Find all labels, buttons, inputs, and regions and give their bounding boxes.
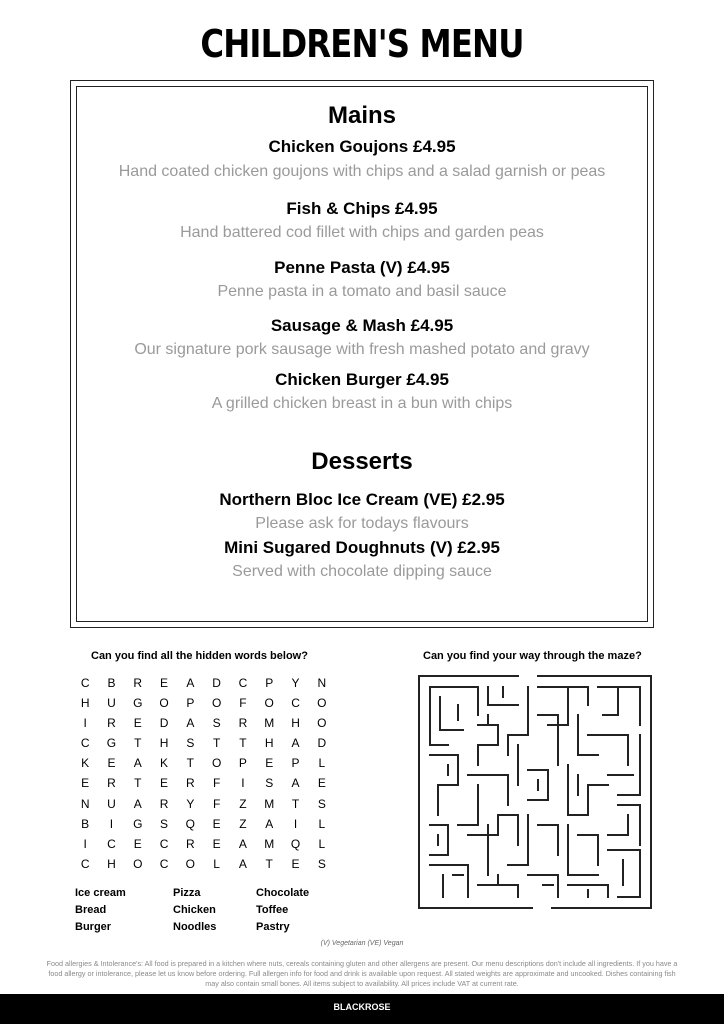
wordsearch-letter: O <box>133 856 143 871</box>
wordsearch-letter: A <box>238 856 247 871</box>
wordsearch-letter: I <box>293 816 298 831</box>
wordsearch-letter: C <box>159 836 169 851</box>
wordsearch-row <box>72 696 335 716</box>
wordsearch-question: Can you find all the hidden words below? <box>91 650 308 662</box>
wordsearch-letter: O <box>317 696 327 711</box>
wordsearch-letter: B <box>81 816 90 831</box>
wordsearch-letter: A <box>186 676 195 690</box>
wordsearch-letter: Y <box>291 676 300 690</box>
word-item: Bread <box>75 904 107 916</box>
word-item: Toffee <box>256 904 289 916</box>
wordsearch-letter: A <box>133 796 142 811</box>
wordsearch-letter: H <box>291 716 300 731</box>
wordsearch-letter: G <box>133 696 143 711</box>
wordsearch-row <box>72 817 335 837</box>
wordsearch-letter: U <box>107 696 116 711</box>
dessert-item-desc: Served with chocolate dipping sauce <box>232 563 492 580</box>
wordsearch-letter: C <box>159 856 169 871</box>
word-item: Ice cream <box>75 887 126 899</box>
wordsearch-letter: T <box>186 756 194 771</box>
wordsearch-letter: E <box>160 776 169 791</box>
word-item: Pizza <box>173 887 201 899</box>
wordsearch-letter: R <box>107 776 116 791</box>
wordsearch-letter: A <box>133 756 142 771</box>
wordsearch-letter: E <box>317 776 326 791</box>
main-item-desc: Our signature pork sausage with fresh mashed potato and gravy <box>134 341 590 358</box>
wordsearch-letter: G <box>106 736 117 751</box>
brand-footer: BLACKROSE <box>0 994 724 1024</box>
desserts-heading: Desserts <box>311 448 413 475</box>
main-item-desc: Hand battered cod fillet with chips and garden peas <box>180 224 544 241</box>
wordsearch-letter: I <box>109 816 114 831</box>
wordsearch-letter: C <box>80 856 90 871</box>
word-item: Pastry <box>256 921 290 933</box>
main-item-name: Fish & Chips £4.95 <box>286 199 438 218</box>
word-list-col1 <box>75 885 126 936</box>
wordsearch-row <box>72 676 335 696</box>
main-item-name: Sausage & Mash £4.95 <box>270 316 454 335</box>
wordsearch-letter: T <box>291 796 300 811</box>
wordsearch-letter: A <box>265 816 274 831</box>
wordsearch-letter: O <box>211 756 222 771</box>
allergy-line: food allergy or intolerance, please let us know before ordering. Full allergen info for food and drink is available upon request. All stated weights are approximate and uncooked. Dishes containing fish <box>48 969 676 978</box>
wordsearch-letter: T <box>239 736 247 751</box>
wordsearch-letter: L <box>318 756 326 771</box>
wordsearch-letter: P <box>238 756 247 771</box>
wordsearch-letter: E <box>212 836 221 851</box>
wordsearch-letter: E <box>133 836 142 851</box>
wordsearch-letter: R <box>107 716 116 731</box>
wordsearch-letter: L <box>213 856 220 871</box>
allergy-line: may also contain small bones. All items subject to availability. All prices include VAT at current rate. <box>205 979 519 988</box>
wordsearch-letter: A <box>291 736 300 751</box>
wordsearch-row <box>72 837 335 857</box>
allergy-line: Food allergies & Intolerance's: All food is prepared in a kitchen where nuts, cereals containing gluten and other allergens are present. Our menu descriptions don't include all ingredients. If you have a <box>46 959 678 968</box>
wordsearch-letter: D <box>212 676 221 690</box>
wordsearch-letter: I <box>83 836 87 851</box>
word-item: Burger <box>75 921 112 933</box>
wordsearch-letter: Q <box>290 836 301 851</box>
mains-heading: Mains <box>327 102 396 129</box>
word-list-col2 <box>173 885 216 936</box>
diet-legend: (V) Vegetarian (VE) Vegan <box>320 940 404 947</box>
wordsearch-letter: R <box>186 836 195 851</box>
wordsearch-letter: S <box>317 796 326 811</box>
wordsearch-letter: H <box>80 696 90 711</box>
wordsearch-letter: T <box>134 776 142 791</box>
wordsearch-row <box>72 756 335 776</box>
wordsearch-letter: Y <box>186 796 195 811</box>
wordsearch-letter: A <box>186 716 195 731</box>
wordsearch-letter: B <box>107 676 116 690</box>
wordsearch-row <box>72 857 335 877</box>
wordsearch-letter: I <box>241 776 245 791</box>
wordsearch-row <box>72 776 335 796</box>
wordsearch-letter: Z <box>239 796 247 811</box>
wordsearch-letter: C <box>238 676 248 690</box>
wordsearch-letter: M <box>264 716 275 731</box>
main-item-desc: Penne pasta in a tomato and basil sauce <box>217 283 507 300</box>
wordsearch-letter: A <box>238 836 247 851</box>
wordsearch-letter: C <box>80 676 90 690</box>
wordsearch-letter: M <box>264 796 275 811</box>
wordsearch-letter: G <box>133 816 143 831</box>
wordsearch-letter: F <box>212 796 221 811</box>
wordsearch-letter: T <box>212 736 221 751</box>
wordsearch-letter: D <box>317 736 327 751</box>
dessert-item-name: Northern Bloc Ice Cream (VE) £2.95 <box>219 490 505 509</box>
word-list-col3 <box>256 885 309 936</box>
wordsearch-letter: L <box>318 816 326 831</box>
wordsearch-letter: N <box>317 676 327 690</box>
wordsearch-letter: S <box>186 736 195 751</box>
wordsearch-letter: H <box>159 736 169 751</box>
wordsearch-letter: E <box>133 716 142 731</box>
maze-puzzle <box>418 675 652 909</box>
wordsearch-letter: N <box>80 796 90 811</box>
wordsearch-letter: S <box>160 816 169 831</box>
wordsearch-letter: E <box>212 816 221 831</box>
main-item-desc: A grilled chicken breast in a bun with chips <box>211 395 513 412</box>
word-item: Chicken <box>173 904 216 916</box>
wordsearch-grid <box>72 676 335 877</box>
wordsearch-row <box>72 736 335 756</box>
wordsearch-letter: O <box>185 856 195 871</box>
wordsearch-letter: S <box>265 776 274 791</box>
wordsearch-row <box>72 797 335 817</box>
wordsearch-letter: C <box>80 736 90 751</box>
wordsearch-letter: O <box>159 696 169 711</box>
main-item-name: Penne Pasta (V) £4.95 <box>274 258 450 277</box>
wordsearch-letter: D <box>159 716 169 731</box>
wordsearch-letter: E <box>160 676 169 690</box>
word-item: Noodles <box>173 921 217 933</box>
wordsearch-letter: S <box>317 856 326 871</box>
wordsearch-letter: F <box>212 776 221 791</box>
wordsearch-letter: K <box>81 756 90 771</box>
wordsearch-letter: O <box>317 716 327 731</box>
wordsearch-letter: A <box>291 776 300 791</box>
wordsearch-letter: K <box>160 756 169 771</box>
wordsearch-letter: R <box>186 776 195 791</box>
wordsearch-letter: L <box>318 836 326 851</box>
wordsearch-letter: U <box>107 796 116 811</box>
wordsearch-letter: R <box>159 796 169 811</box>
wordsearch-letter: E <box>291 856 300 871</box>
wordsearch-letter: F <box>239 696 247 711</box>
wordsearch-letter: P <box>291 756 300 771</box>
wordsearch-letter: T <box>265 856 273 871</box>
wordsearch-letter: M <box>264 836 275 851</box>
wordsearch-letter: Q <box>185 816 195 831</box>
wordsearch-letter: R <box>238 716 248 731</box>
wordsearch-letter: C <box>107 836 116 851</box>
wordsearch-letter: E <box>265 756 274 771</box>
word-item: Chocolate <box>256 887 310 899</box>
wordsearch-letter: H <box>107 856 116 871</box>
wordsearch-letter: C <box>291 696 300 711</box>
wordsearch-letter: P <box>186 696 195 711</box>
page-title: CHILDREN'S MENU <box>200 22 524 66</box>
dessert-item-desc: Please ask for todays flavours <box>255 515 469 532</box>
dessert-item-name: Mini Sugared Doughnuts (V) £2.95 <box>224 538 500 557</box>
wordsearch-letter: H <box>264 736 274 751</box>
wordsearch-letter: O <box>264 696 274 711</box>
wordsearch-letter: E <box>81 776 90 791</box>
wordsearch-letter: T <box>134 736 142 751</box>
allergy-notice <box>0 959 724 989</box>
main-item-name: Chicken Burger £4.95 <box>275 370 449 389</box>
wordsearch-letter: I <box>83 716 87 731</box>
wordsearch-letter: S <box>212 716 221 731</box>
wordsearch-row <box>72 716 335 736</box>
wordsearch-letter: E <box>107 756 116 771</box>
main-item-name: Chicken Goujons £4.95 <box>268 137 456 156</box>
wordsearch-letter: Z <box>239 816 247 831</box>
maze-question: Can you find your way through the maze? <box>423 650 642 662</box>
wordsearch-letter: P <box>265 676 274 690</box>
wordsearch-letter: R <box>133 676 143 690</box>
wordsearch-letter: O <box>211 696 222 711</box>
main-item-desc: Hand coated chicken goujons with chips and a salad garnish or peas <box>118 163 606 180</box>
